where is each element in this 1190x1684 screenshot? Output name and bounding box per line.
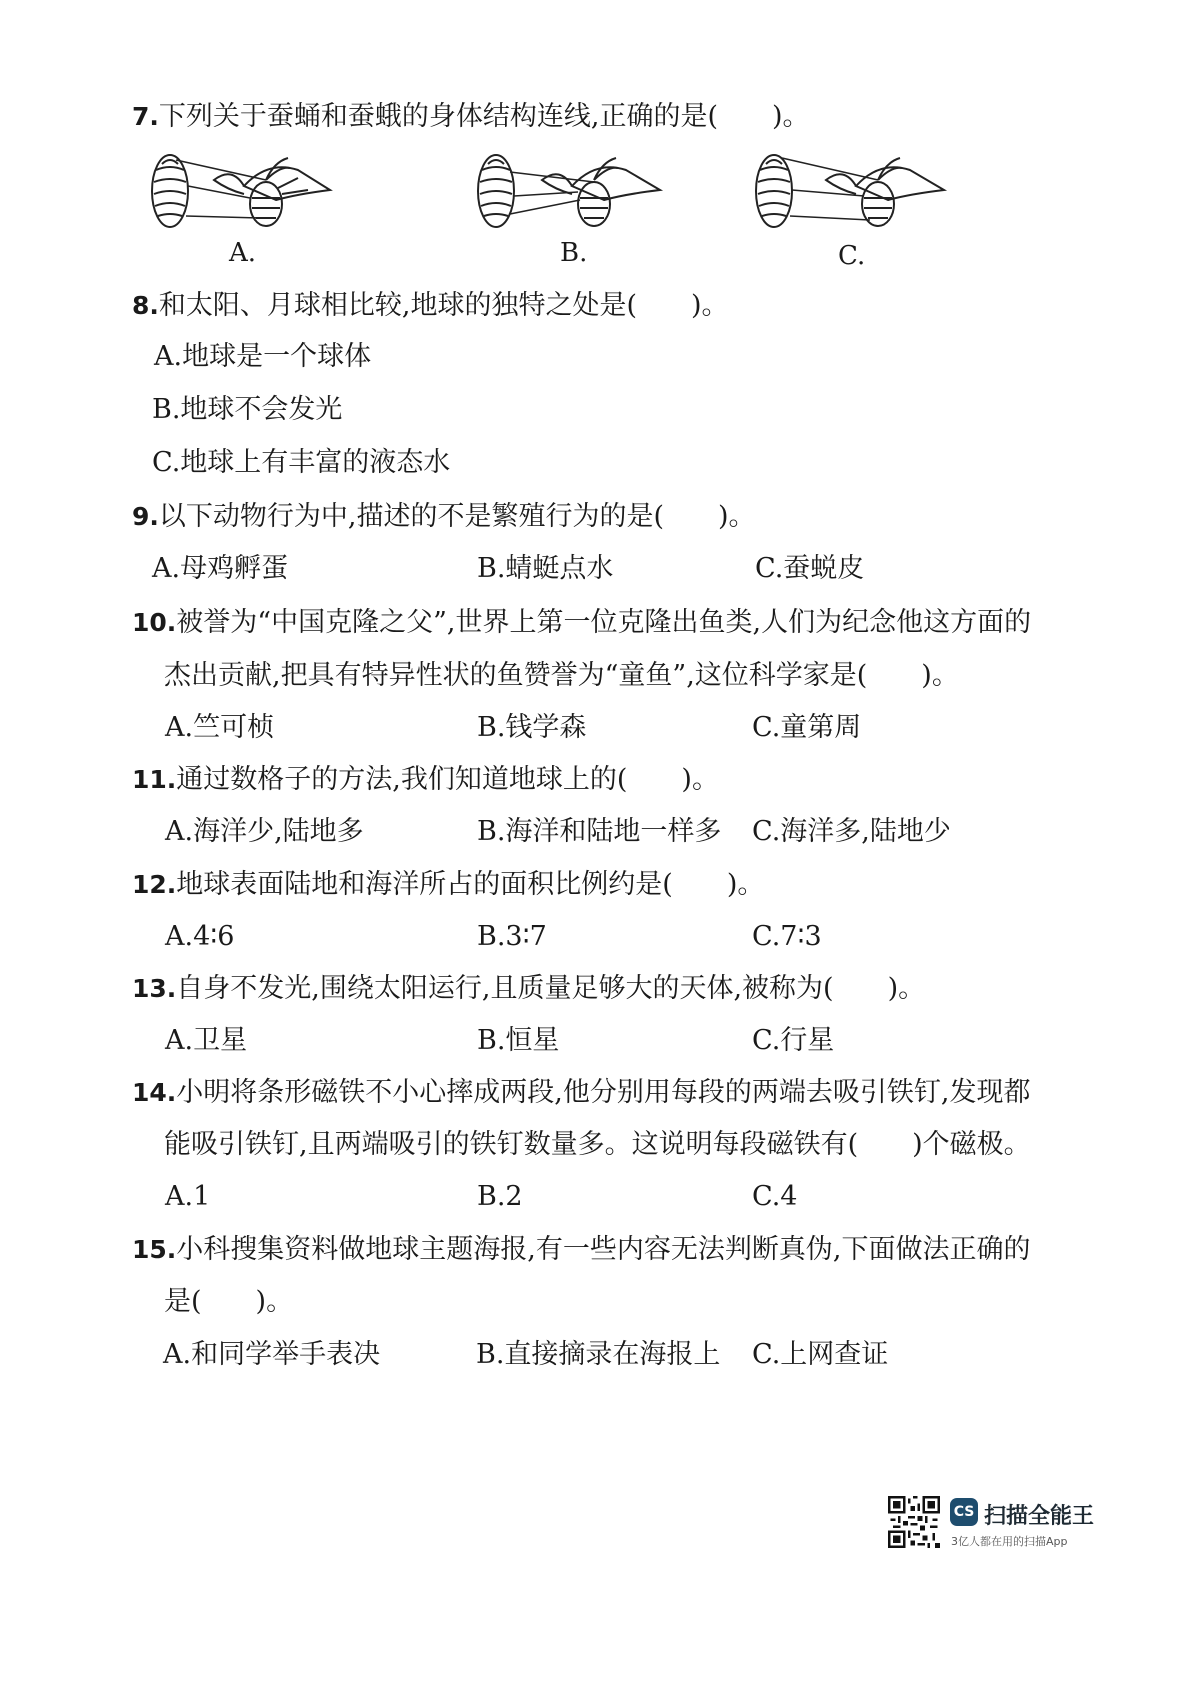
question-9 xyxy=(132,503,756,530)
question-15 xyxy=(132,1236,1030,1263)
option-11b: B.海洋和陆地一样多 xyxy=(477,816,722,847)
option-13b: B.恒星 xyxy=(477,1025,560,1056)
figure-option-c xyxy=(752,150,948,232)
question-15-line-2: 是( )。 xyxy=(164,1286,294,1317)
question-number: 12. xyxy=(132,870,177,899)
option-10a: A.竺可桢 xyxy=(165,712,275,743)
option-10b: B.钱学森 xyxy=(477,712,587,743)
option-12c: C.7∶3 xyxy=(752,921,822,952)
option-12a: A.4∶6 xyxy=(165,921,235,952)
question-number: 9. xyxy=(132,502,159,531)
question-7 xyxy=(132,103,810,130)
question-text: 自身不发光,围绕太阳运行,且质量足够大的天体,被称为( )。 xyxy=(176,973,926,1004)
option-13c: C.行星 xyxy=(752,1025,835,1056)
option-15a: A.和同学举手表决 xyxy=(163,1339,381,1370)
option-13a: A.卫星 xyxy=(165,1025,248,1056)
question-12 xyxy=(132,871,764,898)
question-text: 地球表面陆地和海洋所占的面积比例约是( )。 xyxy=(176,869,765,900)
question-number: 13. xyxy=(132,974,177,1003)
option-15b: B.直接摘录在海报上 xyxy=(476,1339,721,1370)
question-13 xyxy=(132,975,925,1002)
question-number: 11. xyxy=(132,765,177,794)
option-14c: C.4 xyxy=(752,1181,798,1212)
app-badge-text: CS xyxy=(953,1504,975,1520)
figure-label-b: B. xyxy=(560,238,588,268)
option-8b: B.地球不会发光 xyxy=(152,394,343,425)
question-11 xyxy=(132,766,719,793)
question-text: 下列关于蚕蛹和蚕蛾的身体结构连线,正确的是( )。 xyxy=(158,101,810,132)
option-15c: C.上网查证 xyxy=(752,1339,889,1370)
question-14-line-2: 能吸引铁钉,且两端吸引的铁钉数量多。这说明每段磁铁有( )个磁极。 xyxy=(164,1129,1031,1160)
question-number: 14. xyxy=(132,1078,177,1107)
qr-code-icon xyxy=(888,1496,940,1548)
option-8a: A.地球是一个球体 xyxy=(154,341,372,372)
question-number: 15. xyxy=(132,1235,177,1264)
app-tagline: 3亿人都在用的扫描App xyxy=(951,1535,1068,1548)
figure-label-a: A. xyxy=(229,238,257,268)
app-name: 扫描全能王 xyxy=(984,1504,1095,1529)
option-11c: C.海洋多,陆地少 xyxy=(752,816,951,847)
option-9c: C.蚕蜕皮 xyxy=(755,553,865,584)
question-14 xyxy=(132,1079,1030,1106)
app-badge xyxy=(950,1498,978,1526)
question-number: 8. xyxy=(132,291,159,320)
question-number: 10. xyxy=(132,608,177,637)
figure-option-a xyxy=(148,150,338,232)
option-12b: B.3∶7 xyxy=(477,921,547,952)
figure-label-c: C. xyxy=(838,241,866,271)
option-14a: A.1 xyxy=(165,1181,211,1212)
question-text: 被誉为“中国克隆之父”,世界上第一位克隆出鱼类,人们为纪念他这方面的 xyxy=(176,607,1032,638)
question-text: 和太阳、月球相比较,地球的独特之处是( )。 xyxy=(158,290,729,321)
question-text: 以下动物行为中,描述的不是繁殖行为的是( )。 xyxy=(158,501,756,532)
option-14b: B.2 xyxy=(477,1181,523,1212)
option-11a: A.海洋少,陆地多 xyxy=(165,816,364,847)
question-10 xyxy=(132,609,1031,636)
option-9a: A.母鸡孵蛋 xyxy=(152,553,289,584)
question-10-line-2: 杰出贡献,把具有特异性状的鱼赞誉为“童鱼”,这位科学家是( )。 xyxy=(164,660,959,691)
question-text: 小明将条形磁铁不小心摔成两段,他分别用每段的两端去吸引铁钉,发现都 xyxy=(176,1077,1031,1108)
question-text: 小科搜集资料做地球主题海报,有一些内容无法判断真伪,下面做法正确的 xyxy=(176,1234,1031,1265)
option-8c: C.地球上有丰富的液态水 xyxy=(152,447,451,478)
option-9b: B.蜻蜓点水 xyxy=(477,553,614,584)
question-8 xyxy=(132,292,729,319)
option-10c: C.童第周 xyxy=(752,712,862,743)
question-text: 通过数格子的方法,我们知道地球上的( )。 xyxy=(176,764,719,795)
question-number: 7. xyxy=(132,102,159,131)
figure-option-b xyxy=(474,150,666,232)
